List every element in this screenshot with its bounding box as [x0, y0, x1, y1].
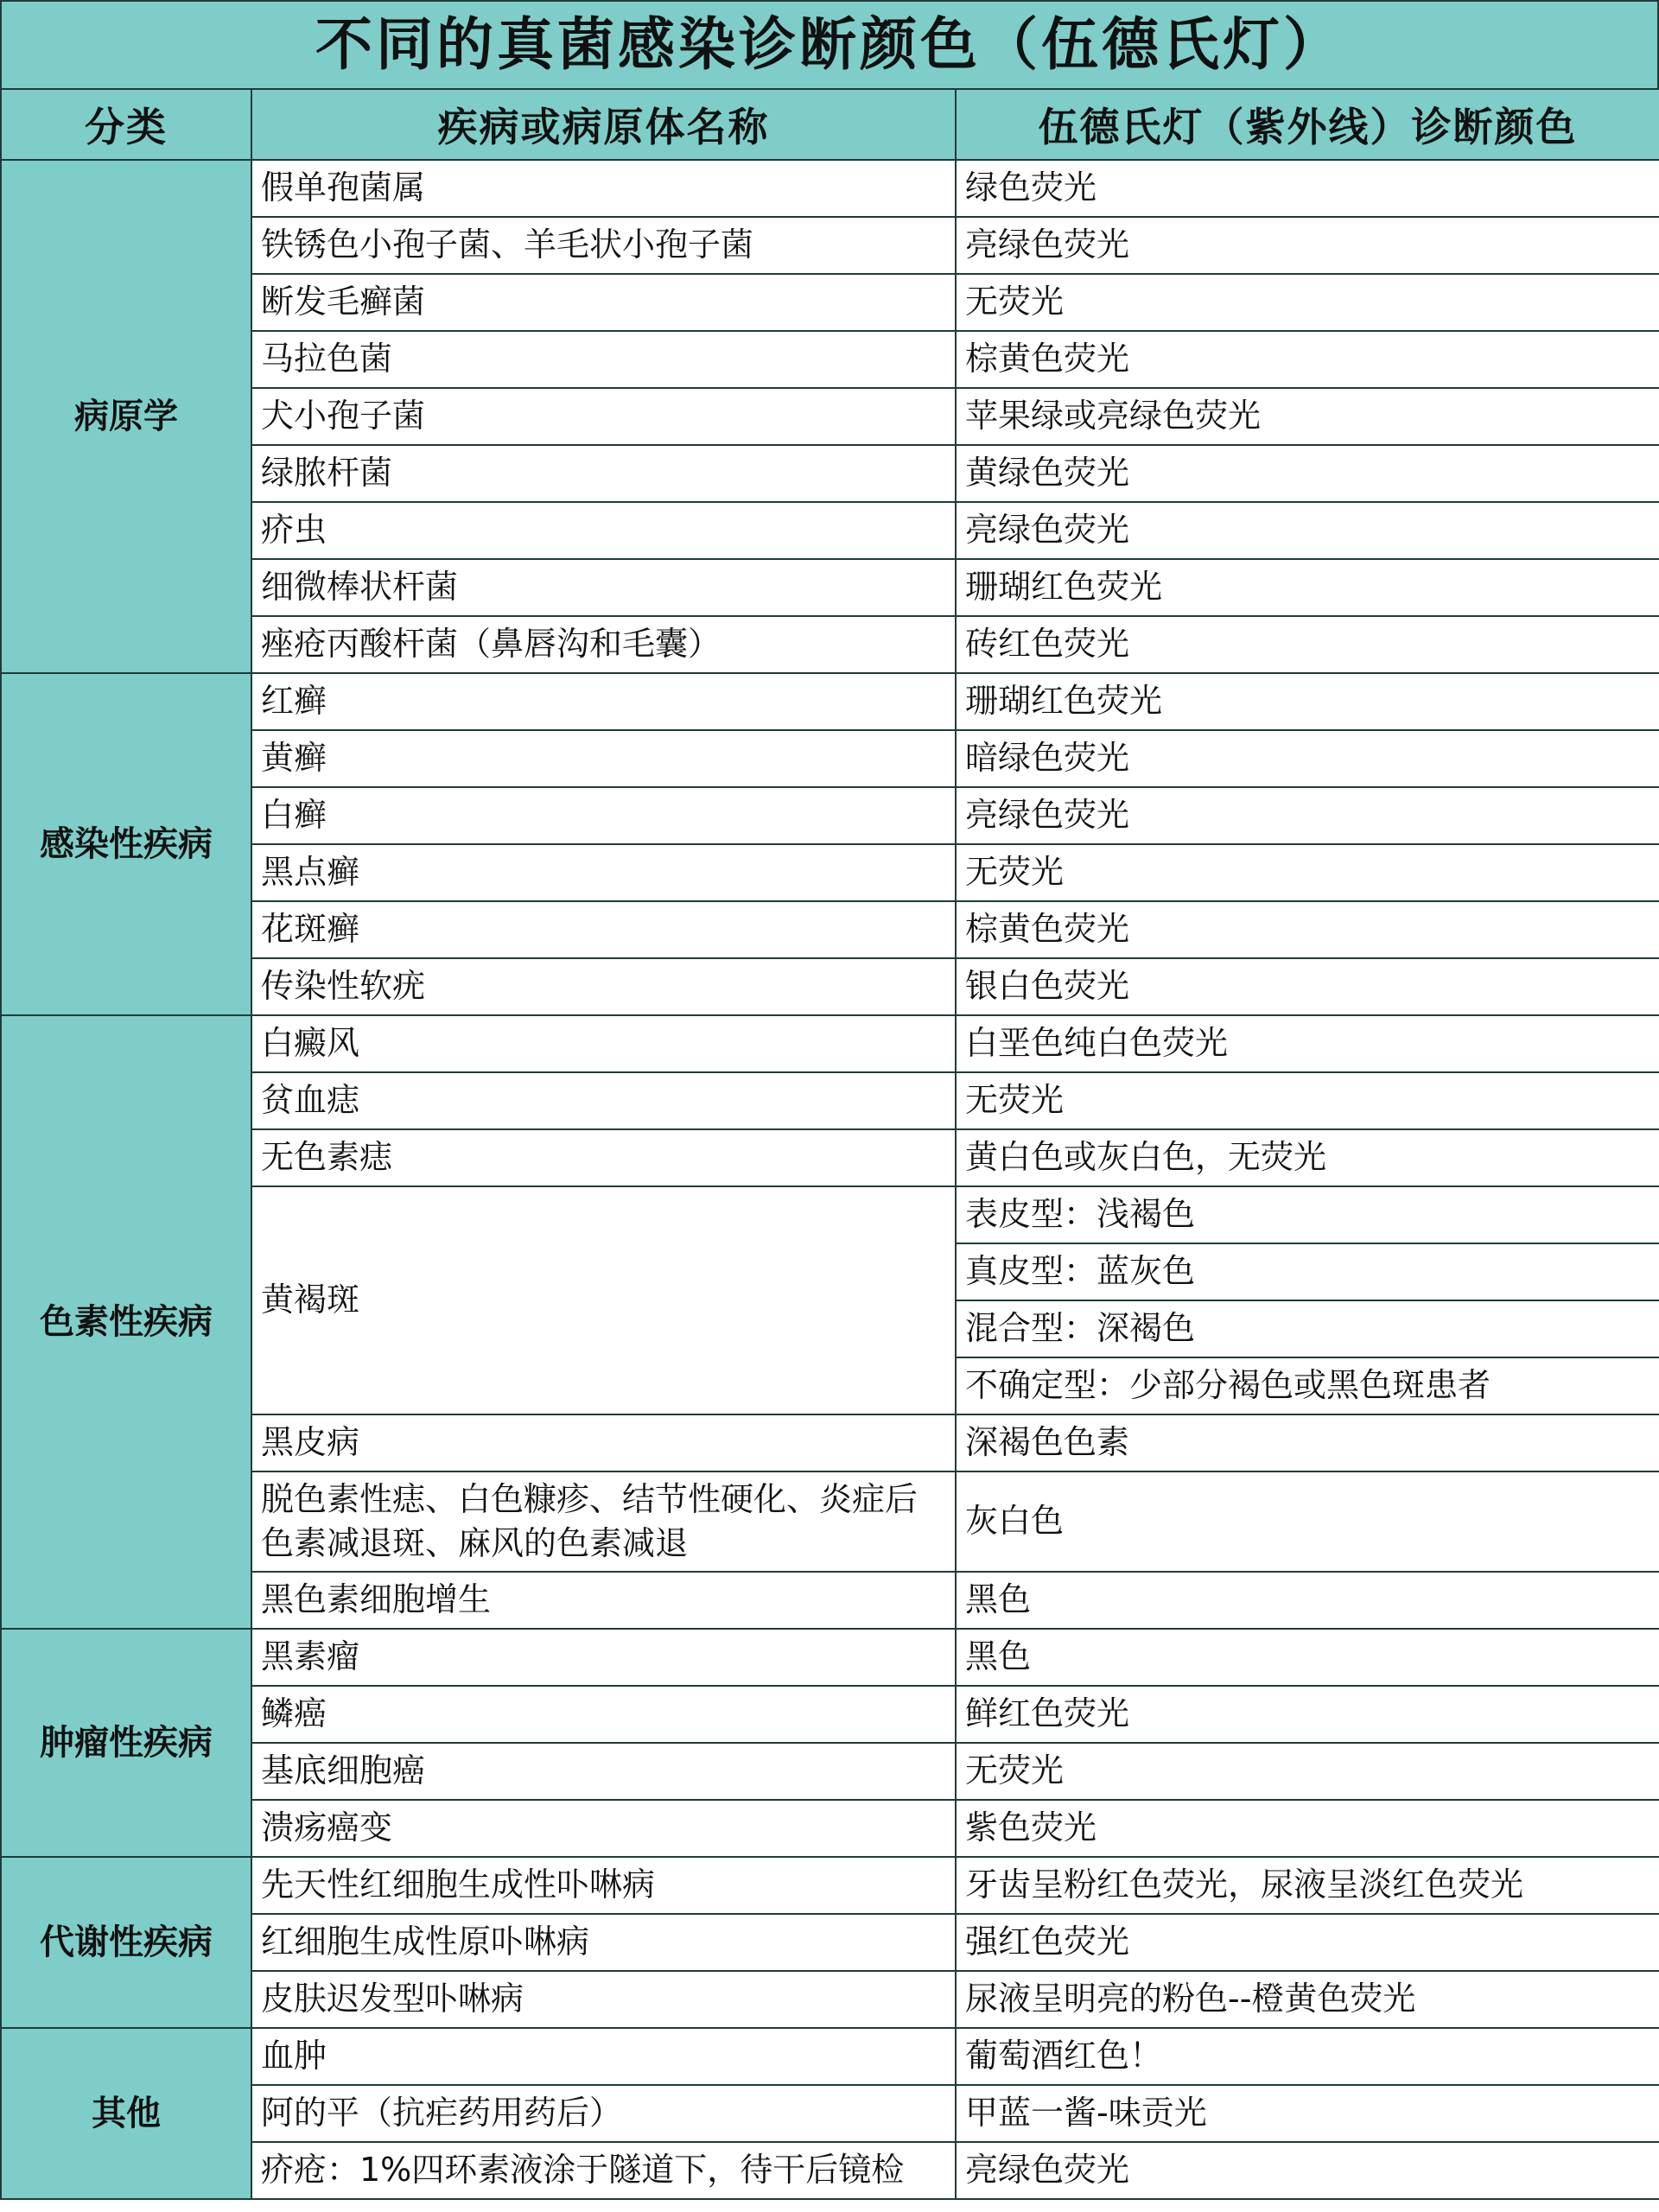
- color-cell: 棕黄色荧光: [956, 331, 1659, 388]
- table-row: [1, 2028, 1659, 2085]
- name-cell: 马拉色菌: [251, 331, 956, 388]
- color-cell: 无荧光: [956, 844, 1659, 901]
- header-row: [1, 89, 1659, 160]
- name-cell: 红癣: [251, 673, 956, 730]
- name-cell: 铁锈色小孢子菌、羊毛状小孢子菌: [251, 217, 956, 274]
- name-cell: 溃疡癌变: [251, 1800, 956, 1857]
- table-row: [1, 673, 1659, 730]
- name-cell: 皮肤迟发型卟啉病: [251, 1971, 956, 2028]
- category-cell: 色素性疾病: [1, 1015, 251, 1629]
- table-row: [1, 1629, 1659, 1686]
- header-category: 分类: [1, 89, 251, 160]
- name-cell: 假单孢菌属: [251, 160, 956, 217]
- category-cell: 代谢性疾病: [1, 1857, 251, 2028]
- name-cell: 白癜风: [251, 1015, 956, 1072]
- name-cell: 脱色素性痣、白色糠疹、结节性硬化、炎症后色素减退斑、麻风的色素减退: [251, 1471, 956, 1572]
- name-cell: 黄癣: [251, 730, 956, 787]
- page-title: 不同的真菌感染诊断颜色（伍德氏灯）: [315, 11, 1344, 78]
- color-cell: 葡萄酒红色！: [956, 2028, 1659, 2085]
- color-cell: 无荧光: [956, 274, 1659, 331]
- color-cell: 无荧光: [956, 1072, 1659, 1129]
- color-cell: 棕黄色荧光: [956, 901, 1659, 958]
- color-cell: 暗绿色荧光: [956, 730, 1659, 787]
- color-cell: 绿色荧光: [956, 160, 1659, 217]
- color-cell: 无荧光: [956, 1743, 1659, 1800]
- table-row: [1, 1015, 1659, 1072]
- name-cell: 红细胞生成性原卟啉病: [251, 1914, 956, 1971]
- name-cell: 疥疮：1%四环素液涂于隧道下，待干后镜检: [251, 2142, 956, 2199]
- color-cell: 强红色荧光: [956, 1914, 1659, 1971]
- category-cell: 感染性疾病: [1, 673, 251, 1015]
- header-name: 疾病或病原体名称: [251, 89, 956, 160]
- name-cell: 无色素痣: [251, 1129, 956, 1186]
- color-cell: 黑色: [956, 1572, 1659, 1629]
- name-cell: 白癣: [251, 787, 956, 844]
- color-cell: 苹果绿或亮绿色荧光: [956, 388, 1659, 445]
- color-cell: 珊瑚红色荧光: [956, 673, 1659, 730]
- color-cell: 鲜红色荧光: [956, 1686, 1659, 1743]
- name-cell: 黑点癣: [251, 844, 956, 901]
- color-cell: 黄白色或灰白色，无荧光: [956, 1129, 1659, 1186]
- name-cell: 传染性软疣: [251, 958, 956, 1015]
- table-row: [1, 1857, 1659, 1914]
- category-cell: 其他: [1, 2028, 251, 2199]
- color-cell: 白垩色纯白色荧光: [956, 1015, 1659, 1072]
- table-row: [1, 160, 1659, 217]
- name-cell: 痤疮丙酸杆菌（鼻唇沟和毛囊）: [251, 616, 956, 673]
- color-cell: 黄绿色荧光: [956, 445, 1659, 502]
- name-cell: 绿脓杆菌: [251, 445, 956, 502]
- name-cell: 断发毛癣菌: [251, 274, 956, 331]
- name-cell: 先天性红细胞生成性卟啉病: [251, 1857, 956, 1914]
- name-cell: 鳞癌: [251, 1686, 956, 1743]
- color-cell: 亮绿色荧光: [956, 502, 1659, 559]
- color-cell: 黑色: [956, 1629, 1659, 1686]
- table-body: [1, 160, 1659, 2199]
- color-cell: 甲蓝一酱-味贡光: [956, 2085, 1659, 2142]
- color-cell: 珊瑚红色荧光: [956, 559, 1659, 616]
- name-cell: 黑色素细胞增生: [251, 1572, 956, 1629]
- color-cell: 紫色荧光: [956, 1800, 1659, 1857]
- color-cell: 亮绿色荧光: [956, 2142, 1659, 2199]
- color-cell: 深褐色色素: [956, 1414, 1659, 1471]
- name-cell: 黄褐斑: [251, 1186, 956, 1414]
- category-cell: 病原学: [1, 160, 251, 673]
- color-cell: 牙齿呈粉红色荧光，尿液呈淡红色荧光: [956, 1857, 1659, 1914]
- table-header: [1, 89, 1659, 160]
- color-cell: 表皮型：浅褐色: [956, 1186, 1659, 1243]
- name-cell: 贫血痣: [251, 1072, 956, 1129]
- title-bar: [0, 0, 1659, 88]
- name-cell: 花斑癣: [251, 901, 956, 958]
- color-cell: 亮绿色荧光: [956, 217, 1659, 274]
- color-cell: 灰白色: [956, 1471, 1659, 1572]
- name-cell: 血肿: [251, 2028, 956, 2085]
- name-cell: 黑素瘤: [251, 1629, 956, 1686]
- color-cell: 银白色荧光: [956, 958, 1659, 1015]
- color-cell: 亮绿色荧光: [956, 787, 1659, 844]
- name-cell: 犬小孢子菌: [251, 388, 956, 445]
- name-cell: 黑皮病: [251, 1414, 956, 1471]
- color-cell: 砖红色荧光: [956, 616, 1659, 673]
- name-cell: 阿的平（抗疟药用药后）: [251, 2085, 956, 2142]
- header-color: 伍德氏灯（紫外线）诊断颜色: [956, 89, 1659, 160]
- diagnosis-table: [0, 88, 1659, 2200]
- color-cell: 尿液呈明亮的粉色--橙黄色荧光: [956, 1971, 1659, 2028]
- color-cell: 真皮型：蓝灰色: [956, 1243, 1659, 1300]
- color-cell: 不确定型：少部分褐色或黑色斑患者: [956, 1357, 1659, 1414]
- name-cell: 基底细胞癌: [251, 1743, 956, 1800]
- name-cell: 疥虫: [251, 502, 956, 559]
- category-cell: 肿瘤性疾病: [1, 1629, 251, 1857]
- name-cell: 细微棒状杆菌: [251, 559, 956, 616]
- color-cell: 混合型：深褐色: [956, 1300, 1659, 1357]
